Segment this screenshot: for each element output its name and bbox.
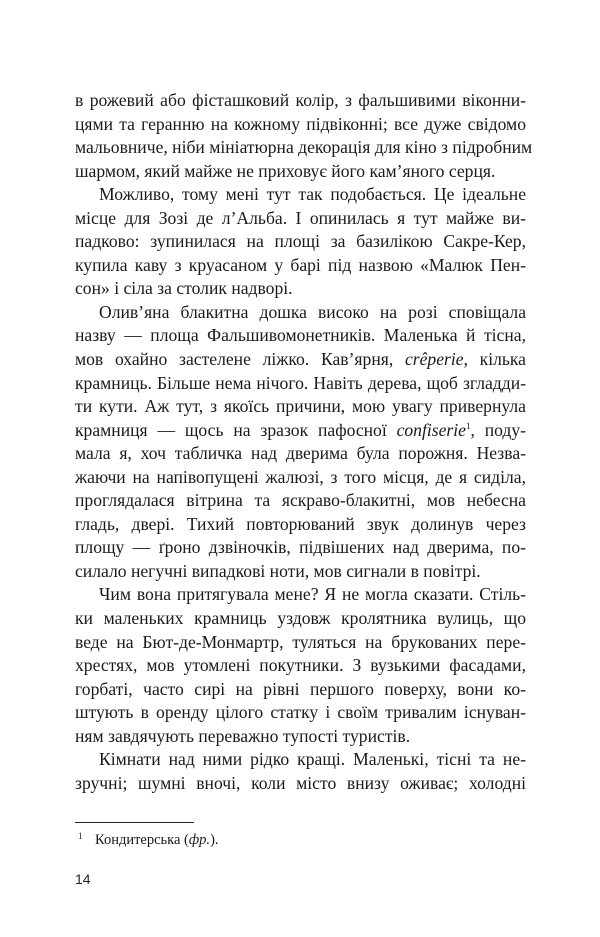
- text-segment: , кілька: [463, 349, 526, 370]
- text-segment: площу — ґроно дзвіночків, підвішених над дверима, по-: [75, 537, 526, 558]
- text-line: [75, 113, 526, 137]
- text-segment: падково: зупинилася на площі за базилікою Сакре-Кер,: [75, 231, 526, 252]
- text-segment: зручні; шумні вночі, коли місто внизу оживає; холодні: [75, 772, 526, 793]
- footnote-number: 1: [78, 831, 83, 841]
- footnote: [78, 831, 219, 849]
- text-segment: Чим вона притягувала мене? Я не могла сказати. Стіль-: [99, 584, 526, 605]
- text-line: [75, 631, 526, 655]
- body-text: [75, 89, 533, 795]
- text-line: [75, 183, 526, 207]
- text-line: [75, 513, 526, 537]
- footnote-text: Кондитерська (: [95, 832, 189, 848]
- italic-text: confiserie: [396, 419, 466, 440]
- text-segment: купила каву з круасаном у барі під назвою «Малюк Пен-: [75, 254, 526, 275]
- paragraph: [75, 301, 526, 584]
- text-segment: ки маленьких крамниць уздовж кролятника вулиць, що: [75, 608, 526, 629]
- text-line: [75, 372, 526, 396]
- text-segment: жаючи на напівопущені жалюзі, з того місця, де я сиділа,: [75, 466, 526, 487]
- text-line: [75, 254, 526, 278]
- page-number: 14: [75, 871, 91, 887]
- text-line: [75, 277, 526, 301]
- text-segment: Кімнати над ними рідко кращі. Маленькі, тісні та не-: [99, 749, 526, 770]
- text-segment: штують в оренду цілого статку і своїм тривалим існуван-: [75, 702, 526, 723]
- text-segment: Олив’яна блакитна дошка високо на розі сповіщала: [99, 301, 526, 322]
- text-segment: цями та геранню на кожному підвіконні; все дуже свідомо: [75, 113, 526, 134]
- text-segment: місце для Зозі де л’Альба. І опинилась я тут майже ви-: [75, 207, 526, 228]
- paragraph: [75, 89, 533, 183]
- text-line: [75, 466, 526, 490]
- text-line: [75, 136, 533, 160]
- text-line: [75, 748, 526, 772]
- text-segment: ням завдячують переважно тупості туристів.: [75, 725, 411, 746]
- text-line: [75, 348, 526, 372]
- footnote-reference: 1: [465, 420, 471, 431]
- footnote-text-end: ).: [210, 832, 219, 848]
- text-segment: назву — площа Фальшивомонетників. Маленька й тісна,: [75, 325, 526, 346]
- text-line: [75, 536, 526, 560]
- paragraph: [75, 183, 526, 301]
- text-line: [75, 560, 526, 584]
- text-line: [75, 607, 526, 631]
- text-line: [75, 654, 526, 678]
- footnote-rule: [75, 822, 194, 823]
- text-segment: шармом, який майже не приховує його кам’яного серця.: [75, 160, 496, 181]
- text-line: [75, 419, 526, 443]
- text-line: [75, 772, 526, 796]
- text-segment: проглядалася вітрина та яскраво-блакитні, мов небесна: [75, 490, 526, 511]
- text-line: [75, 701, 526, 725]
- text-segment: крамниць. Більше нема нічого. Навіть дерева, щоб згладди-: [75, 372, 526, 393]
- text-segment: веде на Бют-де-Монмартр, туляться на брукованих пере-: [75, 631, 526, 652]
- text-line: [75, 301, 526, 325]
- text-segment: , поду-: [470, 419, 527, 440]
- text-line: [75, 489, 526, 513]
- text-segment: Можливо, тому мені тут так подобається. Це ідеальне: [99, 184, 526, 205]
- text-line: [75, 442, 526, 466]
- text-segment: горбаті, часто сирі на рівні першого поверху, вони ко-: [75, 678, 526, 699]
- paragraph: [75, 583, 526, 748]
- text-line: [75, 678, 526, 702]
- text-segment: крамниця — щось на зразок пафосної: [75, 419, 397, 440]
- text-segment: хрестях, мов утомлені покутники. З вузькими фасадами,: [75, 655, 526, 676]
- footnote-abbrev: фр.: [188, 832, 211, 848]
- text-segment: в рожевий або фісташковий колір, з фальшивими віконни-: [75, 90, 526, 110]
- text-line: [75, 207, 526, 231]
- text-segment: гладь, двері. Тихий повторюваний звук долинув через: [75, 513, 526, 534]
- text-segment: ти кути. Аж тут, з якоїсь причини, мою увагу привернула: [75, 396, 526, 417]
- text-line: [75, 725, 526, 749]
- paragraph: [75, 748, 526, 795]
- text-line: [75, 89, 526, 113]
- text-line: [75, 324, 526, 348]
- text-line: [75, 395, 526, 419]
- text-line: [75, 160, 526, 184]
- text-segment: силало негучні випадкові ноти, мов сигнали в повітрі.: [75, 560, 481, 581]
- italic-text: crêperie: [404, 349, 464, 370]
- text-segment: сон» і сіла за столик надворі.: [75, 278, 293, 299]
- text-line: [75, 230, 526, 254]
- text-segment: мальовниче, ніби мініатюрна декорація для кіно з підробним: [75, 137, 533, 158]
- text-segment: мов охайно застелене ліжко. Кав’ярня,: [75, 349, 405, 370]
- text-line: [75, 583, 526, 607]
- text-segment: мала я, хоч табличка над дверима була порожня. Незва-: [75, 443, 526, 464]
